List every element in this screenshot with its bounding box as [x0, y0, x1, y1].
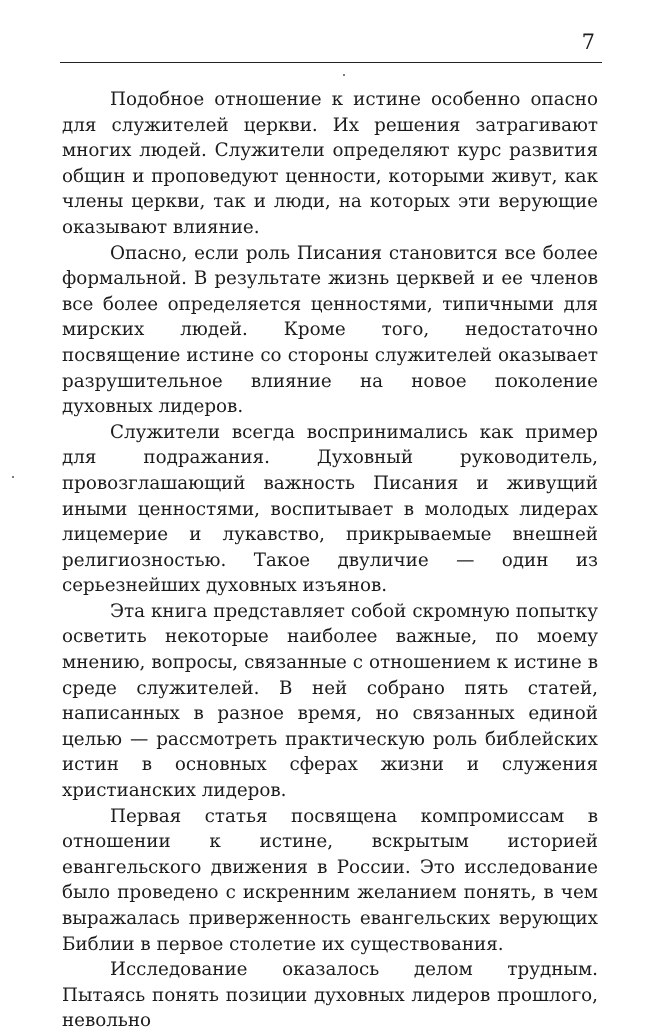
text-block [62, 87, 598, 1034]
paragraph: Опасно, если роль Писания становится все более формальной. В результате жизнь церквей и ее членов все более определяется ценностями, типичными для мирских людей. Кроме того, недостаточно посвящение истине со стороны служителей оказывает разрушительное влияние на новое поколение духовных лидеров. [62, 242, 598, 418]
paragraph: Служители всегда воспринимались как пример для подражания. Духовный руководитель, провозглашающий важность Писания и живущий иными ценностями, воспитывает в молодых лидерах лицемерие и лукавство, прикрываемые внешней религиозностью. Такое двуличие — один из серьезнейших духовных изъянов. [62, 421, 598, 597]
scan-speck [12, 476, 14, 478]
header-rule [60, 62, 602, 63]
scan-speck [343, 74, 345, 76]
paragraph: Подобное отношение к истине особенно опасно для служителей церкви. Их решения затрагивают многих людей. Служители определяют курс развития общин и проповедуют ценности, которыми живут, как члены церкви, так и люди, на которых эти верующие оказывают влияние. [62, 89, 598, 238]
paragraph: Первая статья посвящена компромиссам в отношении к истине, вскрытым историей евангельского движения в России. Это исследование было проведено с искренним желанием понять, в чем выражалась приверженность евангельских верующих Библии в первое столетие их существования. [62, 805, 598, 955]
paragraph: Эта книга представляет собой скромную попытку осветить некоторые наиболее важные, по моему мнению, вопросы, связанные с отношением к истине в среде служителей. В ней собрано пять статей, написанных в разное время, но связанных единой целью — рассмотреть практическую роль библейских истин в основных сферах жизни и служения христианских лидеров. [62, 600, 598, 802]
page-number: 7 [581, 30, 595, 54]
paragraph: Исследование оказалось делом трудным. Пытаясь понять позиции духовных лидеров прошлого, невольно [62, 959, 598, 1032]
